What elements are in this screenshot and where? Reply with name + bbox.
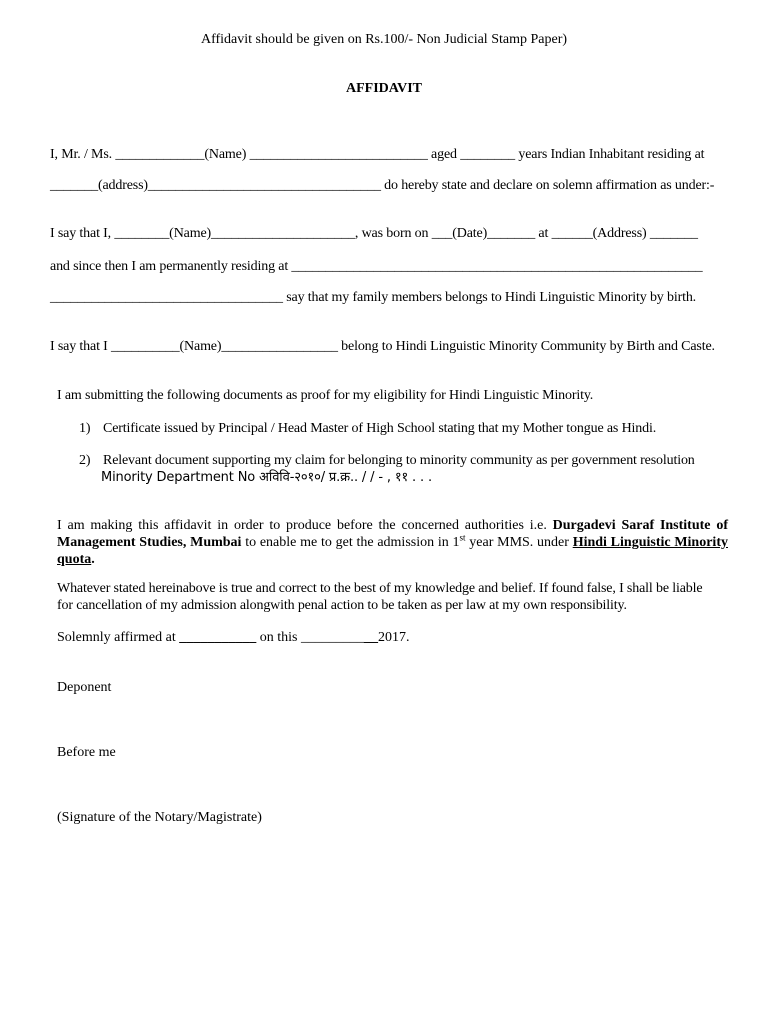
document-item-text: Relevant document supporting my claim for belonging to minority community as per government resolution [103, 453, 695, 468]
purpose-text: to enable me to get the admission in 1 [241, 535, 460, 550]
affirmation-line [57, 629, 409, 646]
purpose-paragraph [57, 517, 728, 568]
declaration-line: for cancellation of my admission alongwith penal action to be taken as per law at my own responsibility. [57, 598, 627, 613]
ordinal-suffix: st [459, 532, 466, 543]
notary-signature-label: (Signature of the Notary/Magistrate) [57, 810, 262, 825]
deponent-label: Deponent [57, 680, 112, 695]
affirm-middle: on this [256, 630, 301, 645]
family-minority-line: __________________________________ say that my family members belongs to Hindi Linguistic Minority by birth. [50, 290, 697, 305]
resolution-reference: Minority Department No अविवि-२०१०/ प्र.क्र.. / / - , ११ . . . [101, 470, 432, 485]
document-item-number: 2) [79, 453, 91, 468]
community-line: I say that I __________(Name)_________________ belong to Hindi Linguistic Minority Community by Birth and Caste. [50, 339, 715, 354]
declaration-line: Whatever stated hereinabove is true and correct to the best of my knowledge and belief. If found false, I shall be liable [57, 581, 703, 596]
before-me-label: Before me [57, 745, 116, 760]
quota-name: Hindi Linguistic Minority quota [57, 535, 728, 567]
residence-line: and since then I am permanently residing at ____________________________________________________________ [50, 259, 703, 274]
document-item-number: 1) [79, 421, 91, 436]
purpose-end: . [91, 552, 95, 567]
address-declaration-line: _______(address)__________________________________ do hereby state and declare on solemn affirmation as under:- [50, 178, 715, 193]
documents-intro: I am submitting the following documents as proof for my eligibility for Hindi Linguistic Minority. [57, 388, 594, 403]
name-age-residence-line: I, Mr. / Ms. _____________(Name) __________________________ aged ________ years Indian Inhabitant residing at [50, 147, 705, 162]
affirm-year: 2017. [377, 630, 410, 645]
institute-name: Durgadevi Saraf Institute of Management Studies, Mumbai [57, 518, 728, 550]
date-blank: __ [363, 630, 378, 645]
page-title: AFFIDAVIT [346, 81, 422, 96]
birth-details-line: I say that I, ________(Name)_____________________, was born on ___(Date)_______ at ______(Address) _______ [50, 226, 698, 241]
date-blank: _________ [300, 630, 364, 645]
stamp-paper-note: Affidavit should be given on Rs.100/- Non Judicial Stamp Paper) [200, 32, 568, 47]
document-item-text: Certificate issued by Principal / Head Master of High School stating that my Mother tongue as Hindi. [103, 421, 657, 436]
place-blank: ___________ [179, 630, 257, 645]
purpose-text: I am making this affidavit in order to produce before the concerned authorities i.e. [57, 518, 553, 533]
affirm-prefix: Solemnly affirmed at [57, 630, 180, 645]
purpose-text: year MMS. under [465, 535, 573, 550]
